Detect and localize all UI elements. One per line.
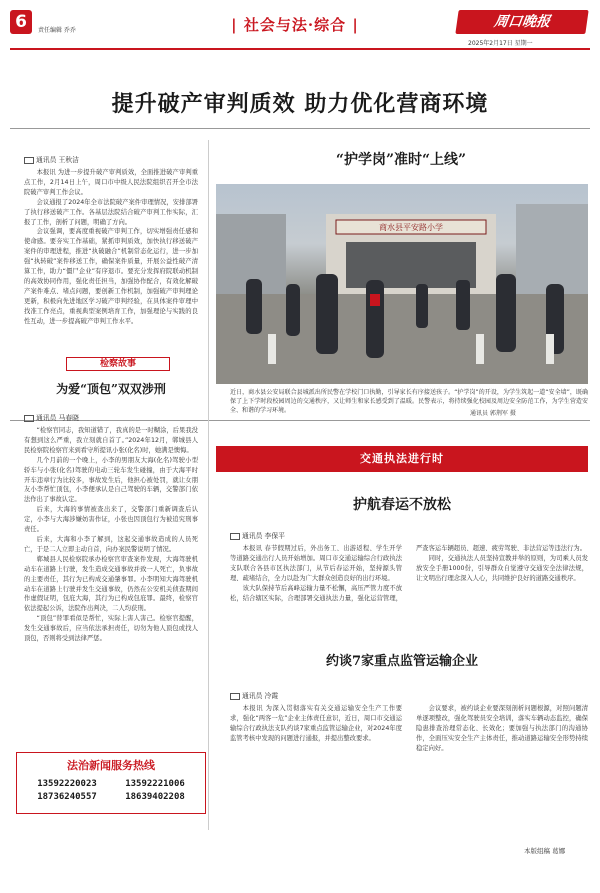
photo-caption bbox=[230, 388, 588, 415]
hotline-phones bbox=[23, 779, 199, 802]
column-para-2: 几个月前的一个晚上，小李的男朋友大海(化名)驾驶小型轿车与小张(化名)驾驶的电动三轮车发生碰撞，由于大海平时开车违章行为比较多，事故发生后，他担心被处罚，就让女朋友小李帮忙顶包，小李便承认是自己驾驶的车辆，交警部门依法作出了事故认定。 bbox=[24, 456, 198, 504]
column-para-5: 郸城县人民检察院承办检察官审查案件发现，大海驾驶机动车在道路上行驶，发生造成交通事故并致一人死亡，负事故的主要责任，其行为已构成交通肇事罪。小李明知大海驾驶机动车在道路上行驶并发生交通事故，仍然在公安机关侦查期间作虚假证明，包庇大海，其行为已构成包庇罪。最终，检察官依法提起公诉，法院作出判决，二人均获刑。 bbox=[24, 555, 198, 613]
hotline-phone: 13592220023 bbox=[37, 779, 97, 789]
traffic-byline-2: 通讯员 冷霞 bbox=[230, 690, 278, 700]
photo-scene bbox=[216, 184, 588, 384]
traffic-body-1 bbox=[230, 544, 588, 618]
traffic1-para-2: 该大队保持节后高峰运输力量不松懈，高压严管力度不放松，结合辖区实际，合理部署交通执法力量，强化运营管理，严查客运车辆超员、超速、疲劳驾驶、非法营运等违法行为。 bbox=[230, 545, 587, 602]
main-para-1: 本报讯 为进一步提升破产审判质效，全面推进破产审判重点工作，2月14日上午，周口市中级人民法院组织召开全市法院破产审判工作会议。 bbox=[24, 169, 198, 196]
header-rule bbox=[10, 48, 590, 50]
column-para-6: “顶包”替罪看似是帮忙，实际上害人害己。检察官提醒，发生交通事故后，应当依法承担责任，切勿为他人顶包或找人顶包，否则将受到法律严惩。 bbox=[24, 615, 198, 643]
section-bracket-left: | bbox=[231, 16, 238, 34]
traffic-headline-1: 护航春运不放松 bbox=[353, 497, 451, 513]
column-label: 检察故事 bbox=[99, 359, 136, 369]
hotline-title: 法治新闻服务热线 bbox=[67, 759, 155, 772]
traffic2-para-2: 会议要求，被约谈企业要深刻剖析问题根源，对照问题清单逐项整改，强化驾驶员安全培训，落实车辆动态监控，确保隐患排查治理常态化、长效化；要加强与执法部门的沟通协作，全面压实安全生产主体责任，推动道路运输安全形势持续稳定向好。 bbox=[416, 705, 588, 752]
hotline-phone: 13592221006 bbox=[125, 779, 185, 789]
header-date: 2025年2月17日 星期一 bbox=[468, 40, 533, 47]
school-sign: 商水县平安路小学 bbox=[379, 223, 443, 232]
section-bracket-right: | bbox=[352, 16, 359, 34]
main-para-3: 会议强调，要高度重视破产审判工作，切实增强责任感和使命感。要夯实工作基础，紧抓审判质效，加快执行移送破产案件的审理进程，推进“执破融合”机制常态化运行，进一步加强“执转破”案件移送工作，确保案件质量，开展公益性破产清算工作，助力“僵尸企业”有序退市。要充分发挥府院联动机制的高效协同作用，强化责任担当，加强协作配合，有效化解破产案件难点、堵点问题，要创新工作机制，加强破产审判理论更新，积极向先进地区学习破产审判经验，在具体案件审理中找准工作亮点，重视典型案例培育工作，加强理论与实践的良性互动，进一步提高破产审判工作水平。 bbox=[24, 228, 198, 325]
page-number-badge bbox=[10, 10, 32, 34]
header-editors: 责任编辑 乔乔 bbox=[38, 27, 76, 34]
main-byline: 通讯员 王秋洁 bbox=[24, 154, 79, 164]
hotline-box bbox=[16, 752, 206, 814]
column-headline: 为爱“顶包”双双涉刑 bbox=[56, 382, 166, 396]
column-para-1: “检察官同志，我知道错了，我真的是一时糊涂，后果我没有想到这么严重，我立刻就自首了。”2024年12月，郸城县人民检察院检察官来到看守所提讯小张(化名)时，她满是懊悔。 bbox=[24, 427, 198, 454]
traffic-body-2 bbox=[230, 704, 588, 764]
column-para-4: 后来，大海和小李了解到，这起交通事故造成的人员死亡，于是二人立即主动自首，向办案民警说明了情况。 bbox=[24, 535, 198, 553]
traffic2-para-1: 本报讯 为深入贯彻落实有关交通运输安全生产工作要求，强化“两客一危”企业主体责任意识，近日，周口市交通运输综合行政执法支队约谈7家重点监管运输企业，对2024年度监管考核中发现的问题进行通报，并提出整改要求。 bbox=[230, 705, 402, 742]
traffic-label: 交通执法进行时 bbox=[360, 452, 444, 465]
photo-credit: 通讯员 郭荆军 摄 bbox=[470, 410, 516, 417]
column-byline: 通讯员 马春晓 bbox=[24, 412, 79, 422]
page-number: 6 bbox=[15, 12, 27, 32]
section-title bbox=[200, 14, 390, 36]
mid-rule bbox=[10, 420, 590, 421]
traffic-label-bar bbox=[216, 446, 588, 472]
main-para-2: 会议通报了2024年全市法院破产案件审理情况，安排部署了执行移送破产工作。各基层法院结合破产审判工作实际，汇报了工作，剖析了问题，明确了方向。 bbox=[24, 198, 198, 226]
caption-text: 近日，商水县公安局联合县城派出所民警在学校门口执勤，引导家长有序接送孩子。“护学岗”的开设，为学生筑起一道“安全墙”，既确保了上下学时段校园周边的交通秩序，又让师生和家长感受到了温暖。民警表示，将持续强化校园及周边安全防范工作，为学生营造安全、和谐的学习环境。 bbox=[230, 389, 588, 414]
photo bbox=[216, 184, 588, 384]
photo-headline: “护学岗”准时“上线” bbox=[335, 152, 467, 168]
page-editor: 本版组稿 葛娜 bbox=[524, 847, 566, 855]
hotline-phone: 18736240557 bbox=[37, 792, 97, 802]
traffic-byline-1: 通讯员 李保平 bbox=[230, 530, 285, 540]
column-para-3: 后来，大海的事情被查出来了，交警部门重新调查后认定，小李与大海涉嫌妨害作证，小张也因顶包行为被追究刑事责任。 bbox=[24, 506, 198, 534]
column-body bbox=[24, 426, 198, 744]
traffic1-para-1: 本报讯 春节假期过后，外出务工、出游返程、学生开学等道路交通出行人员开始增加。周口市交通运输综合行政执法支队联合各县市区执法部门，从节后春运开始，坚持源头管理、疏堵结合，全力以赴为广大群众创造良好的出行环境。 bbox=[230, 545, 402, 582]
brand-name: 周口晚报 bbox=[492, 14, 552, 30]
traffic-headline-2: 约谈7家重点监管运输企业 bbox=[325, 654, 479, 669]
column-label-box bbox=[66, 357, 170, 371]
traffic1-para-3: 同时，交通执法人员坚持宣教并举的原则，为司乘人员发放安全手册1000份，引导群众自觉遵守交通安全法律法规，让文明出行理念深入人心，共同维护良好的道路交通秩序。 bbox=[416, 554, 588, 582]
brand-logo bbox=[455, 10, 588, 34]
section-label: 社会与法·综合 bbox=[243, 16, 347, 34]
headline-rule bbox=[10, 128, 590, 129]
main-headline: 提升破产审判质效 助力优化营商环境 bbox=[111, 91, 489, 117]
hotline-phone: 18639402208 bbox=[125, 792, 185, 802]
column-divider bbox=[208, 140, 209, 830]
